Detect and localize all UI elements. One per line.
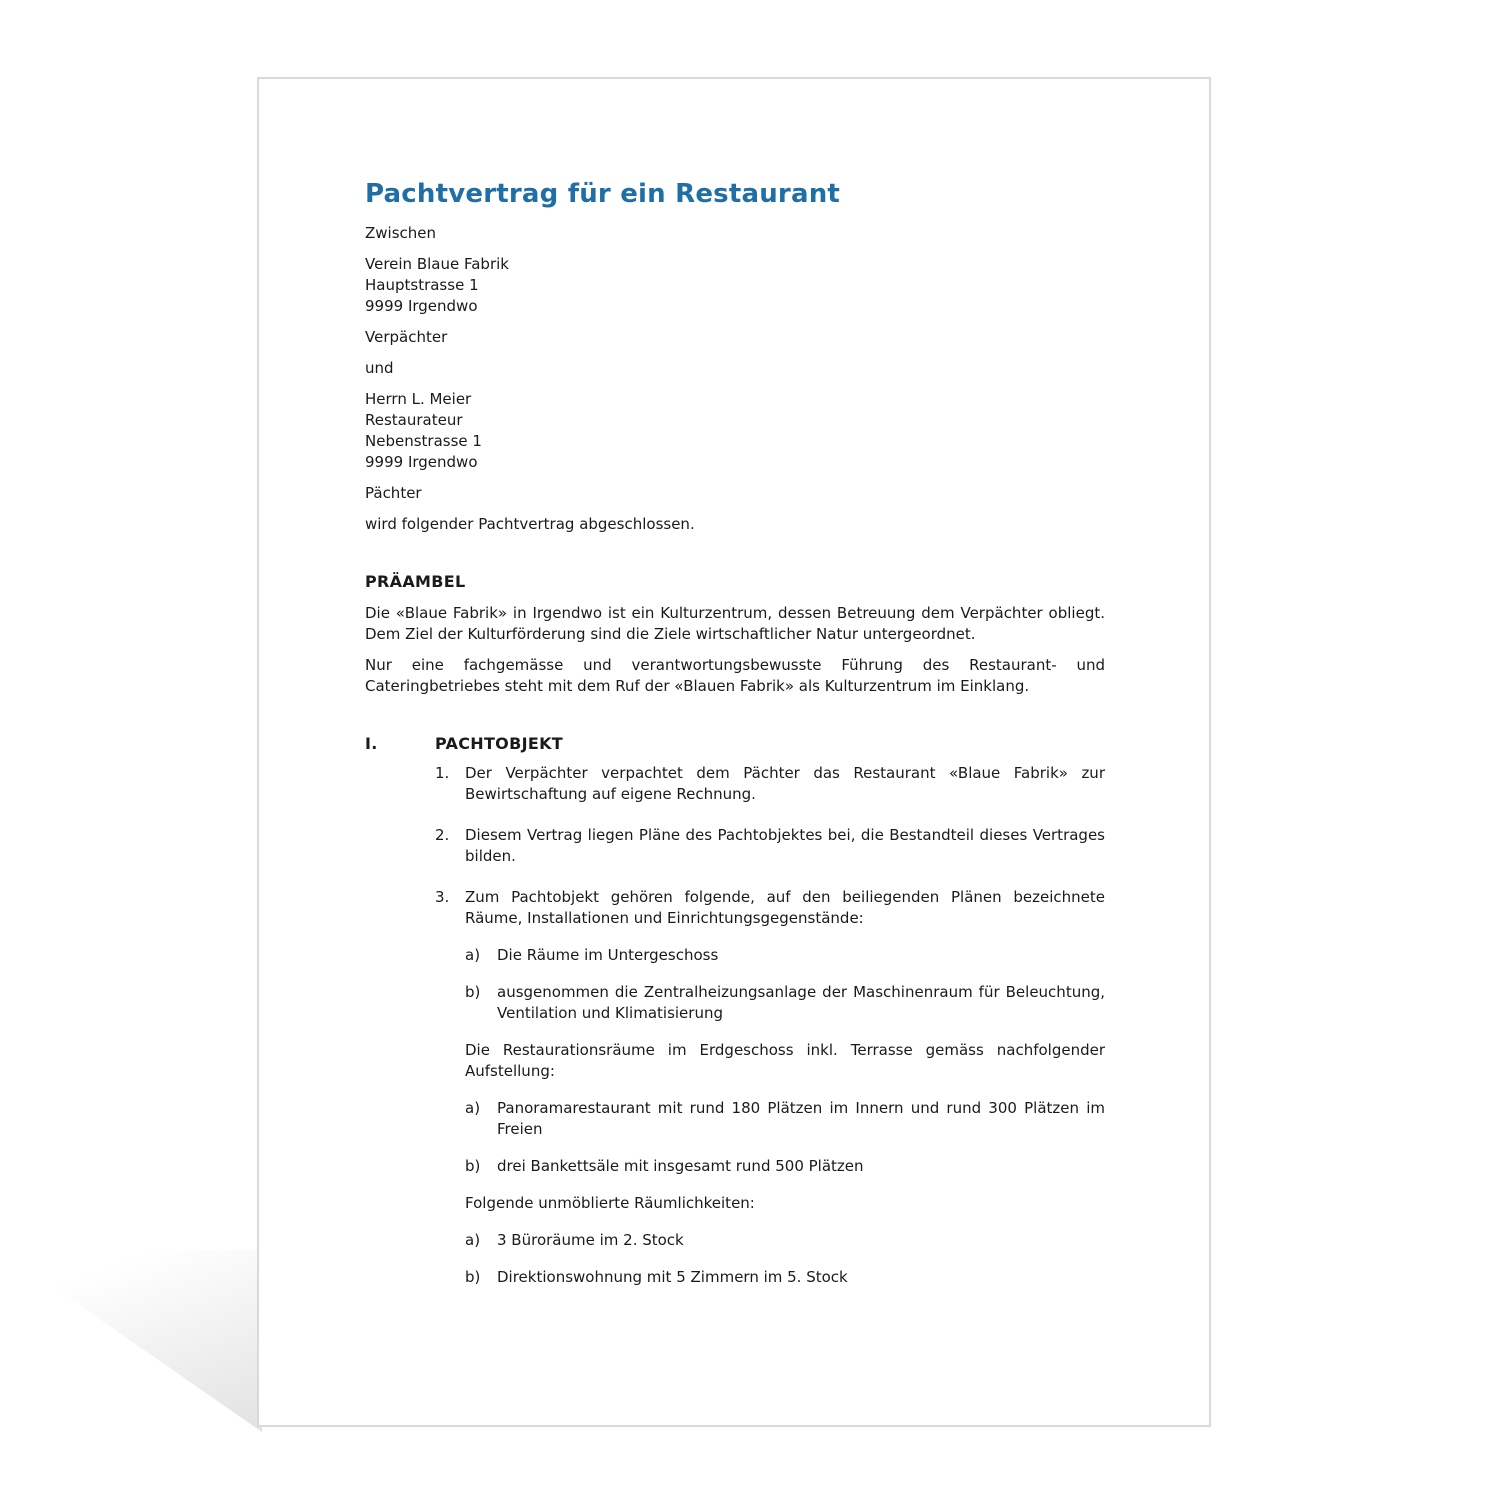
lessee-line: Nebenstrasse 1 (365, 432, 482, 450)
intro-text: Zwischen (365, 224, 437, 242)
sub-item-text: Die Räume im Untergeschoss (497, 946, 719, 964)
lessor-role: Verpächter (365, 328, 448, 346)
sub-item-letter: a) (465, 1099, 481, 1117)
lessee-line: Restaurateur (365, 411, 463, 429)
document-page (257, 77, 1211, 1427)
lessor-line: Verein Blaue Fabrik (365, 255, 509, 273)
lessor-address (365, 254, 1105, 317)
sub-paragraph: Die Restaurationsräume im Erdgeschoss inkl. Terrasse gemäss nachfolgender Aufstellung: (465, 1041, 1105, 1080)
document-content (365, 177, 1105, 1324)
list-item-text: Der Verpächter verpachtet dem Pächter das Restaurant «Blaue Fabrik» zur Bewirtschaftung auf eigene Rechnung. (465, 764, 1105, 803)
sub-item-letter: a) (465, 946, 481, 964)
sub-paragraph: Folgende unmöblierte Räumlichkeiten: (465, 1194, 755, 1212)
sub-item-text: Direktionswohnung mit 5 Zimmern im 5. Stock (497, 1268, 848, 1286)
sub-list-item (465, 1230, 1105, 1251)
numbered-list (435, 763, 1105, 1304)
page-shadow (0, 1250, 262, 1432)
sub-list-1 (465, 945, 1105, 1024)
sub-list-item (465, 1156, 1105, 1177)
lessee-address (365, 389, 1105, 473)
sub-item-letter: b) (465, 1157, 481, 1175)
lessee-role: Pächter (365, 484, 422, 502)
list-item (435, 763, 1105, 805)
list-item-body (465, 887, 1105, 1304)
list-item-number: 2. (435, 826, 450, 844)
section-heading-pachtobjekt (365, 733, 1105, 755)
list-item-text: Zum Pachtobjekt gehören folgende, auf den beiliegenden Plänen bezeichnete Räume, Installationen und Einrichtungsgegenstände: (465, 888, 1105, 927)
list-item-number: 3. (435, 888, 450, 906)
lessor-line: Hauptstrasse 1 (365, 276, 479, 294)
section-title: PACHTOBJEKT (435, 734, 563, 753)
sub-item-letter: b) (465, 983, 481, 1001)
preamble-paragraph: Nur eine fachgemässe und verantwortungsbewusste Führung des Restaurant- und Cateringbetriebes steht mit dem Ruf der «Blauen Fabrik» als Kulturzentrum im Einklang. (365, 656, 1105, 695)
list-item-text: Diesem Vertrag liegen Pläne des Pachtobjektes bei, die Bestandteil dieses Vertrages bilden. (465, 826, 1105, 865)
list-item (435, 887, 1105, 1304)
lessee-line: Herrn L. Meier (365, 390, 472, 408)
lessor-line: 9999 Irgendwo (365, 297, 478, 315)
preamble-heading: PRÄAMBEL (365, 572, 466, 591)
sub-item-letter: b) (465, 1268, 481, 1286)
sub-list-2 (465, 1098, 1105, 1177)
sub-item-text: ausgenommen die Zentralheizungsanlage der Maschinenraum für Beleuchtung, Ventilation und Klimatisierung (497, 983, 1105, 1022)
conjunction-text: und (365, 359, 394, 377)
sub-list-item (465, 945, 1105, 966)
list-item-number: 1. (435, 764, 450, 782)
sub-item-text: Panoramarestaurant mit rund 180 Plätzen im Innern und rund 300 Plätzen im Freien (497, 1099, 1105, 1138)
document-title: Pachtvertrag für ein Restaurant (365, 179, 841, 209)
sub-list-item (465, 982, 1105, 1024)
sub-item-text: 3 Büroräume im 2. Stock (497, 1231, 684, 1249)
sub-item-text: drei Bankettsäle mit insgesamt rund 500 Plätzen (497, 1157, 864, 1175)
sub-item-letter: a) (465, 1231, 481, 1249)
preamble-paragraph: Die «Blaue Fabrik» in Irgendwo ist ein Kulturzentrum, dessen Betreuung dem Verpächter obliegt. Dem Ziel der Kulturförderung sind die Ziele wirtschaftlicher Natur untergeordnet. (365, 604, 1105, 643)
closing-text: wird folgender Pachtvertrag abgeschlossen. (365, 515, 695, 533)
lessee-line: 9999 Irgendwo (365, 453, 478, 471)
sub-list-item (465, 1098, 1105, 1140)
sub-list-3 (465, 1230, 1105, 1288)
section-number: I. (365, 734, 378, 753)
list-item (435, 825, 1105, 867)
sub-list-item (465, 1267, 1105, 1288)
